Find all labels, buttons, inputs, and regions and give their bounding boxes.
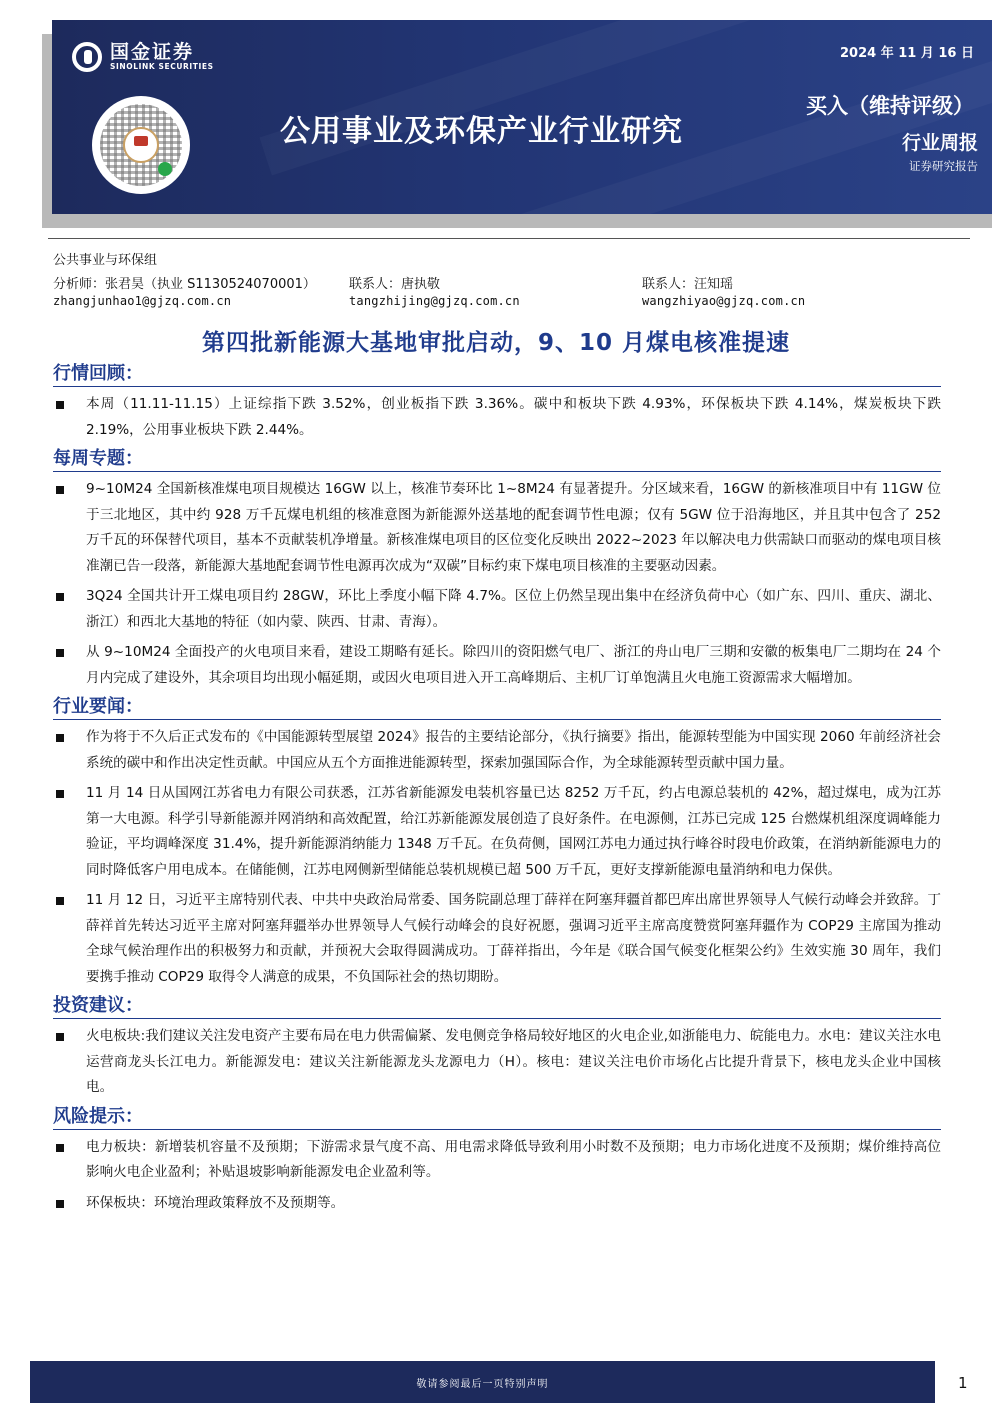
bullet-item <box>53 1135 941 1186</box>
bullet-square-icon <box>56 1144 64 1152</box>
bullet-square-icon <box>56 486 64 494</box>
section-title: 投资建议： <box>53 994 941 1019</box>
bullet-square-icon <box>56 790 64 798</box>
analyst-email-link[interactable]: zhangjunhao1@gjzq.com.cn <box>53 294 232 308</box>
bullet-item <box>53 725 941 776</box>
bullet-item <box>53 392 941 443</box>
section-title: 行情回顾： <box>53 362 941 387</box>
bullet-text: 环保板块：环境治理政策释放不及预期等。 <box>86 1194 345 1211</box>
contact-name: 联系人：汪知瑶 <box>642 277 734 292</box>
section-risk-warning <box>53 1105 941 1217</box>
page-number: 1 <box>958 1374 968 1392</box>
bullet-text: 从 9~10M24 全面投产的火电项目来看，建设工期略有延长。除四川的资阳燃气电厂、浙江的舟山电厂三期和安徽的板集电厂二期均在 24 个月内完成了建设外，其余项目均出现小幅延期，或因火电项目进入开工高峰期后、主机厂订单饱满且火电施工资源需求大幅增加。 <box>86 644 941 686</box>
logo-en-text: SINOLINK SECURITIES <box>110 62 214 71</box>
report-banner <box>52 20 992 214</box>
bullet-square-icon <box>56 734 64 742</box>
report-type-label: 行业周报 <box>901 132 978 154</box>
company-logo <box>72 42 214 72</box>
analyst-name: 分析师：张君昊（执业 S1130524070001） <box>53 277 316 292</box>
bullet-square-icon <box>56 401 64 409</box>
section-title: 每周专题： <box>53 447 941 472</box>
contact-email-link[interactable]: wangzhiyao@gjzq.com.cn <box>642 294 806 308</box>
bullet-square-icon <box>56 1200 64 1208</box>
bullet-item <box>53 584 941 635</box>
logo-icon <box>72 42 102 72</box>
section-industry-news <box>53 695 941 990</box>
qr-code-icon <box>92 96 190 194</box>
report-date: 2024 年 11 月 16 日 <box>840 46 974 61</box>
divider <box>48 238 970 239</box>
bullet-item <box>53 888 941 990</box>
section-title: 风险提示： <box>53 1105 941 1130</box>
bullet-text: 作为将于不久后正式发布的《中国能源转型展望 2024》报告的主要结论部分，《执行摘要》指出，能源转型能为中国实现 2060 年前经济社会系统的碳中和作出决定性贡献。中国应从五个方面推进能源转型，探索加强国际合作，为全球能源转型贡献中国力量。 <box>86 729 941 771</box>
logo-cn-text: 国金证券 <box>110 41 195 63</box>
bullet-item <box>53 781 941 883</box>
bullet-text: 3Q24 全国共计开工煤电项目约 28GW，环比上季度小幅下降 4.7%。区位上仍然呈现出集中在经济负荷中心（如广东、四川、重庆、湖北、浙江）和西北大基地的特征（如内蒙、陕西、甘肃、青海）。 <box>86 588 941 630</box>
report-headline: 第四批新能源大基地审批启动，9、10 月煤电核准提速 <box>201 330 791 356</box>
bullet-square-icon <box>56 593 64 601</box>
contact-name: 联系人：唐执敬 <box>349 277 441 292</box>
bullet-square-icon <box>56 897 64 905</box>
research-group: 公共事业与环保组 <box>53 253 158 268</box>
section-investment-advice <box>53 994 941 1101</box>
section-market-review <box>53 362 941 443</box>
report-body <box>53 362 941 1216</box>
rating-label: 买入（维持评级） <box>806 94 974 118</box>
bullet-item <box>53 640 941 691</box>
bullet-text: 9~10M24 全国新核准煤电项目规模达 16GW 以上，核准节奏环比 1~8M24 有显著提升。分区域来看，16GW 的新核准项目中有 11GW 位于三北地区，其中约 928 万千瓦煤电机组的核准意图为新能源外送基地的配套调节性电源；仅有 5GW 位于沿海地区，并且其中包含了 252 万千瓦的环保替代项目，基本不贡献装机净增量。新核准煤电项目的区位变化反映出 2022~2023 年以解决电力供需缺口而驱动的煤电项目核准潮已告一段落，新能源大基地配套调节性电源再次成为“双碳”目标约束下煤电项目核准的主要驱动因素。 <box>86 481 941 574</box>
bullet-text: 11 月 14 日从国网江苏省电力有限公司获悉，江苏省新能源发电装机容量已达 8252 万千瓦，约占电源总装机的 42%，超过煤电，成为江苏第一大电源。科学引导新能源并网消纳和高效配置，给江苏新能源发展创造了良好条件。在电源侧，江苏已完成 125 台燃煤机组深度调峰能力验证，平均调峰深度 31.4%，提升新能源消纳能力 1348 万千瓦。在负荷侧，国网江苏电力通过执行峰谷时段电价政策，在消纳新能源电力的同时降低客户用电成本。在储能侧，江苏电网侧新型储能总装机规模已超 500 万千瓦，更好支撑新能源电量消纳和电力保供。 <box>86 785 941 878</box>
section-weekly-topic <box>53 447 941 691</box>
disclaimer-notice: 敬请参阅最后一页特别声明 <box>416 1379 549 1390</box>
bullet-text: 电力板块：新增装机容量不及预期；下游需求景气度不高、用电需求降低导致利用小时数不及预期；电力市场化进度不及预期；煤价维持高位影响火电企业盈利；补贴退坡影响新能源发电企业盈利等。 <box>86 1138 941 1180</box>
bullet-square-icon <box>56 1033 64 1041</box>
bullet-item <box>53 477 941 579</box>
bullet-text: 11 月 12 日，习近平主席特别代表、中共中央政治局常委、国务院副总理丁薛祥在阿塞拜疆首都巴库出席世界领导人气候行动峰会并致辞。丁薛祥首先转达习近平主席对阿塞拜疆举办世界领导人气候行动峰会的良好祝愿，强调习近平主席高度赞赏阿塞拜疆作为 COP29 主席国为推动全球气候治理作出的积极努力和贡献，并预祝大会取得圆满成功。丁薛祥指出，今年是《联合国气候变化框架公约》生效实施 30 周年，我们要携手推动 COP29 取得令人满意的成果，不负国际社会的热切期盼。 <box>86 892 941 985</box>
bullet-text: 火电板块:我们建议关注发电资产主要布局在电力供需偏紧、发电侧竞争格局较好地区的火电企业,如浙能电力、皖能电力。水电：建议关注水电运营商龙头长江电力。新能源发电：建议关注新能源龙头龙源电力（H）。核电：建议关注电价市场化占比提升背景下，核电龙头企业中国核电。 <box>86 1028 941 1095</box>
bullet-item <box>53 1191 941 1217</box>
section-title: 行业要闻： <box>53 695 941 720</box>
bullet-item <box>53 1024 941 1101</box>
report-series-title: 公用事业及环保产业行业研究 <box>280 114 683 149</box>
contact-email-link[interactable]: tangzhijing@gjzq.com.cn <box>349 294 520 308</box>
footer-bar <box>30 1361 935 1403</box>
bullet-square-icon <box>56 649 64 657</box>
report-category-label: 证券研究报告 <box>909 159 978 173</box>
bullet-text: 本周（11.11-11.15）上证综指下跌 3.52%，创业板指下跌 3.36%。碳中和板块下跌 4.93%，环保板块下跌 4.14%，煤炭板块下跌 2.19%，公用事业板块下跌 2.44%。 <box>86 396 941 438</box>
